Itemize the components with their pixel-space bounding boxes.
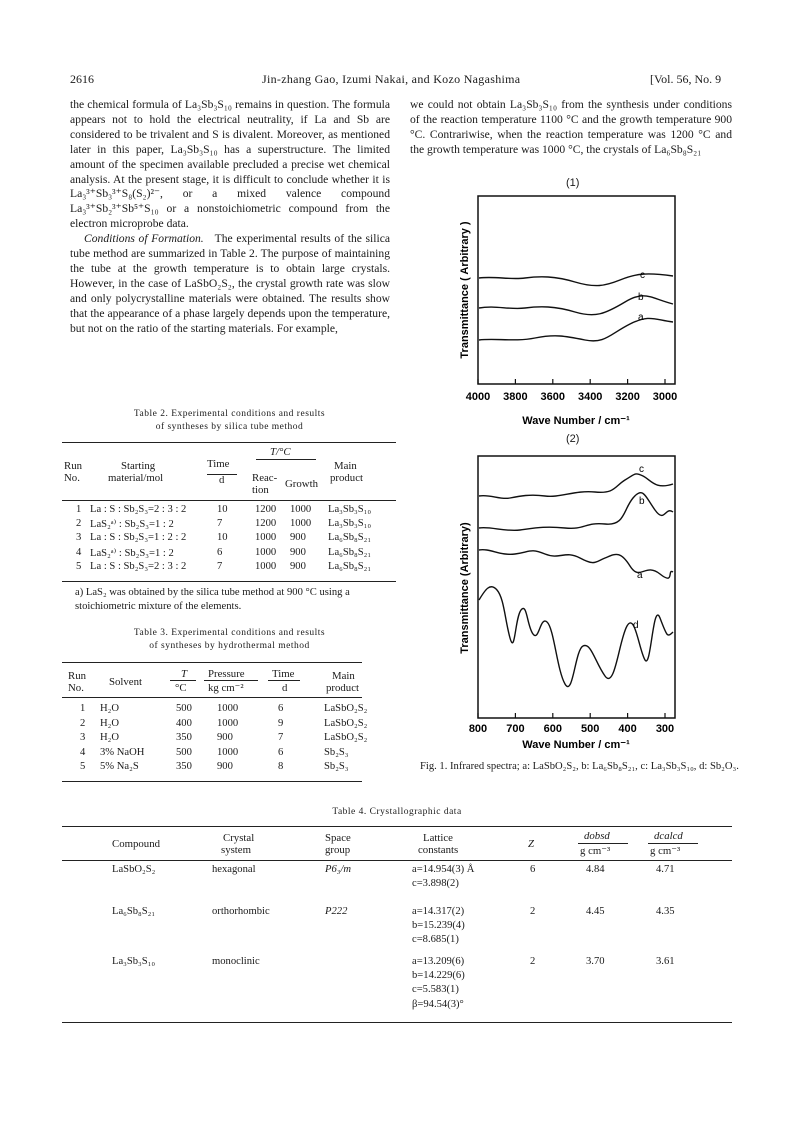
table2-cell-reaction: 1200 — [255, 518, 277, 530]
table2-cell-product: La₃Sb₃S₁₀ — [328, 504, 372, 515]
table2-cell-start: La : S : Sb₂S₃=1 : 2 : 2 — [90, 532, 187, 544]
table2-cell-reaction: 1000 — [255, 560, 277, 572]
table2-h-growth: Growth — [285, 478, 318, 490]
table2-cell-time: 7 — [217, 518, 223, 530]
table4-cell-dcalcd: 3.61 — [656, 956, 675, 967]
table2-footnote: a) LaS₂ was obtained by the silica tube method at 900 °C using a stoichiometric mixture of the elements. — [75, 587, 350, 612]
table2-cell-run: 1 — [76, 504, 82, 515]
ir-spectrum-panel2 — [455, 450, 685, 755]
table4-cell-compound: La₆Sb₈S₂₁ — [112, 906, 156, 917]
table2-cell-reaction: 1000 — [255, 546, 277, 558]
fig1-caption: Fig. 1. Infrared spectra; a: LaSbO₂S₂, b: La₆Sb₈S₂₁, c: La₃Sb₃S₁₀, d: Sb₂O₃. — [420, 761, 739, 772]
table3-cell-time: 6 — [278, 746, 284, 758]
table4-h-dobsd: dobsd — [584, 830, 610, 842]
table2-cell-time: 10 — [217, 532, 228, 544]
panel2-curve-label: a — [637, 570, 643, 581]
table4-cell-lattice-constant: c=5.583(1) — [412, 984, 459, 996]
panel1-curve-label: c — [640, 270, 645, 281]
table2-h-react1: Reac- — [252, 472, 278, 484]
table3-cell-solvent: H₂O — [100, 703, 119, 714]
table3-h-solvent: Solvent — [109, 676, 142, 688]
running-head-authors: Jin-zhang Gao, Izumi Nakai, and Kozo Nagashima — [262, 72, 521, 86]
table3-cell-pressure: 1000 — [217, 703, 239, 714]
panel2-xlabel: Wave Number / cm⁻¹ — [522, 739, 630, 751]
panel1-spectrum-a — [479, 318, 673, 341]
panel1-tick-label: 3200 — [615, 391, 640, 403]
table3-cell-temp: 500 — [176, 746, 192, 758]
panel2-spectrum-a — [479, 550, 673, 579]
panel2-tick-label: 400 — [618, 723, 637, 735]
table2-cell-run: 4 — [76, 546, 82, 558]
table2-cell-growth: 900 — [290, 560, 306, 572]
table2-cell-start: LaS₂ᵃ⁾ : Sb₂S₃=1 : 2 — [90, 519, 174, 531]
right-column-text — [410, 98, 732, 158]
table4-h-sg1: Space — [325, 832, 351, 844]
table4-cell-crystal-system: monoclinic — [212, 956, 260, 967]
table3-cell-time: 6 — [278, 703, 284, 714]
table2-cell-time: 6 — [217, 546, 223, 558]
panel1-ylabel: Transmittance ( Arbitrary ) — [459, 221, 471, 359]
table3-cell-pressure: 900 — [217, 761, 233, 773]
fig1-panel2-label: (2) — [566, 433, 580, 445]
table4-h-sg2: group — [325, 844, 351, 856]
table3-cell-temp: 350 — [176, 761, 192, 773]
panel2-spectrum-d — [479, 587, 673, 687]
table3-cell-product: Sb₂S₃ — [324, 761, 349, 773]
table4-cell-z: 6 — [530, 864, 536, 875]
table4-cell-z: 2 — [530, 956, 536, 967]
table4-h-z: Z — [528, 838, 535, 850]
panel2-ylabel: Transmittance (Arbitrary) — [459, 522, 471, 654]
table3-h-run: Run — [68, 670, 86, 682]
table2-h-run: Run — [64, 460, 82, 472]
panel2-curve-label: c — [639, 464, 644, 475]
panel2-curve-label: b — [639, 496, 645, 507]
table3-cell-product: LaSbO₂S₂ — [324, 717, 368, 729]
table2-cell-time: 7 — [217, 560, 223, 572]
table4-cell-crystal-system: orthorhombic — [212, 906, 270, 917]
panel2-curve-label: d — [633, 620, 639, 631]
ir-spectrum-panel1 — [455, 190, 685, 430]
table4-h-lc2: constants — [418, 844, 459, 856]
table2-cell-growth: 900 — [290, 532, 306, 544]
table4-cell-dcalcd: 4.35 — [656, 906, 675, 917]
table4-cell-lattice-constant: b=14.229(6) — [412, 970, 465, 982]
table2-h-react2: tion — [252, 484, 269, 496]
running-head-volume: [Vol. 56, No. 9 — [650, 72, 722, 86]
panel2-tick-label: 300 — [655, 723, 675, 735]
table2-cell-growth: 900 — [290, 546, 306, 558]
table2-caption-line1: Table 2. Experimental conditions and results — [133, 409, 326, 419]
table4-h-unit2: g cm⁻³ — [650, 845, 681, 857]
table4-h-dcalcd: dcalcd — [654, 830, 683, 842]
table4-cell-lattice-constant: β=94.54(3)° — [412, 998, 464, 1010]
table4-cell-dobsd: 4.84 — [586, 864, 605, 875]
panel1-frame — [478, 196, 675, 384]
table4-cell-space-group: P222 — [325, 906, 348, 917]
table3-h-main2: product — [326, 682, 359, 694]
table3-cell-solvent: 5% Na₂S — [100, 761, 139, 773]
table2-cell-time: 10 — [217, 504, 228, 515]
table3-cell-time: 8 — [278, 761, 284, 773]
table3-cell-run: 4 — [80, 746, 86, 758]
paragraph-formula: the chemical formula of La₃Sb₃S₁₀ remains in question. The formula appears not to hold the electrical neutrality, if La and Sb are considered to be trivalent and S is divalent. Moreover, as mentioned later in this paper, La₃Sb₃S₁₀ has a superstructure. The limited amount of the specimen available precluded a precise wet chemical analysis. At the present stage, it is difficult to conclude whether it is La₃³⁺Sb₃³⁺S₈(S₂)²⁻, or a mixed valence compound La₃³⁺Sb₂³⁺Sb⁵⁺S₁₀ or a nonstoichiometric compound from the electron microprobe data. — [70, 98, 390, 231]
table2-h-main1: Main — [334, 460, 357, 472]
table3-h-no: No. — [68, 682, 84, 694]
table2-cell-start: La : S : Sb₂S₃=2 : 3 : 2 — [90, 504, 187, 515]
table4-caption-text: Table 4. Crystallographic data — [332, 807, 462, 817]
panel1-spectrum-b — [479, 296, 673, 315]
table2-h-start2: material/mol — [108, 472, 164, 484]
table4-caption — [62, 806, 732, 819]
table2-cell-reaction: 1000 — [255, 532, 277, 544]
table3-cell-product: LaSbO₂S₂ — [324, 732, 368, 744]
table4-cell-lattice-constant: a=14.954(3) Å — [412, 864, 475, 875]
panel2-tick-label: 800 — [468, 723, 488, 735]
table3-cell-run: 5 — [80, 761, 86, 773]
table2-cell-run: 3 — [76, 532, 82, 544]
table4-h-compound: Compound — [112, 838, 160, 850]
table3-cell-product: LaSbO₂S₂ — [324, 703, 368, 714]
table3-h-t-unit: °C — [175, 682, 187, 694]
table3-caption — [62, 627, 397, 653]
table3-cell-pressure: 1000 — [217, 746, 239, 758]
table3-cell-time: 9 — [278, 717, 284, 729]
table3-cell-run: 1 — [80, 703, 86, 714]
table2-h-no: No. — [64, 472, 80, 484]
table4-cell-lattice-constant: a=13.209(6) — [412, 956, 465, 967]
table3-h-main1: Main — [332, 670, 355, 682]
table3-cell-time: 7 — [278, 732, 284, 744]
panel2-tick-label: 600 — [543, 723, 562, 735]
table3-cell-solvent: H₂O — [100, 717, 119, 729]
table3-cell-product: Sb₂S₃ — [324, 746, 349, 758]
table3-caption-line2: of syntheses by hydrothermal method — [149, 641, 310, 651]
table4-cell-z: 2 — [530, 906, 536, 917]
table3-h-t: T — [181, 668, 188, 680]
table2-cell-start: LaS₂ᵃ⁾ : Sb₂S₃=1 : 2 — [90, 547, 174, 559]
left-column-text — [70, 98, 390, 337]
table2-cell-growth: 1000 — [290, 504, 312, 515]
table4-cell-dobsd: 4.45 — [586, 906, 605, 917]
panel1-tick-label: 4000 — [465, 391, 491, 403]
table4-cell-lattice-constant: c=8.685(1) — [412, 934, 459, 946]
panel1-tick-label: 3000 — [652, 391, 678, 403]
table3-h-time-unit: d — [282, 682, 288, 694]
table4-cell-space-group: P6₃/m — [325, 864, 352, 875]
table2-caption — [62, 408, 397, 434]
table2-cell-run: 2 — [76, 518, 82, 530]
table4-h-lc1: Lattice — [423, 832, 453, 844]
table2-cell-start: La : S : Sb₂S₃=2 : 3 : 2 — [90, 560, 187, 572]
table3-cell-temp: 350 — [176, 732, 192, 744]
panel1-xlabel: Wave Number / cm⁻¹ — [522, 415, 630, 427]
panel1-tick-label: 3400 — [577, 391, 603, 403]
paragraph-formation-body: The experimental results of the silica tube method are summarized in Table 2. The purpose of maintaining the tube at the growth temperature is to obtain large crystals. However, in the case of LaSbO₂S₂, the crystal growth rate was slow and only polycrystalline materials were obtained. The results show that the appearance of a phase largely depends upon the temperature, but not on the ratio of the starting materials. For example, — [70, 232, 390, 335]
table3-caption-line1: Table 3. Experimental conditions and results — [133, 628, 326, 638]
table2-h-time: Time — [207, 458, 230, 470]
table4-cell-dcalcd: 4.71 — [656, 864, 675, 875]
table2-cell-product: La₆Sb₈S₂₁ — [328, 560, 372, 572]
table2-cell-product: La₆Sb₈S₂₁ — [328, 546, 372, 558]
page-number: 2616 — [70, 72, 94, 86]
table3-h-p-unit: kg cm⁻² — [208, 682, 244, 694]
table2-h-start1: Starting — [121, 460, 156, 472]
table4-cell-lattice-constant: b=15.239(4) — [412, 920, 465, 932]
fig1-panel1-label: (1) — [566, 177, 580, 189]
table2-cell-product: La₆Sb₈S₂₁ — [328, 532, 372, 544]
panel1-curve-label: b — [638, 292, 644, 303]
table3-cell-run: 2 — [80, 717, 86, 729]
table3-cell-temp: 500 — [176, 703, 192, 714]
panel1-tick-label: 3800 — [503, 391, 528, 403]
table3-cell-pressure: 900 — [217, 732, 233, 744]
table2-cell-product: La₃Sb₃S₁₀ — [328, 518, 372, 530]
table3-cell-temp: 400 — [176, 717, 192, 729]
table2-cell-growth: 1000 — [290, 518, 312, 530]
table3-cell-solvent: H₂O — [100, 732, 119, 744]
table4-cell-dobsd: 3.70 — [586, 956, 605, 967]
table3-cell-solvent: 3% NaOH — [100, 746, 145, 758]
table2-h-temp: T/°C — [270, 446, 291, 458]
section-heading: Conditions of Formation. — [84, 232, 204, 246]
table2-cell-reaction: 1200 — [255, 504, 277, 515]
table4-cell-compound: La₃Sb₃S₁₀ — [112, 956, 156, 967]
paragraph-continued: we could not obtain La₃Sb₃S₁₀ from the synthesis under conditions of the reaction temperature 1100 °C and the growth temperature 900 °C. Contrariwise, when the reaction temperature was 1200 °C and the growth temperature was 1000 °C, the crystals of La₆Sb₈S₂₁ — [410, 98, 732, 156]
table3-cell-run: 3 — [80, 732, 86, 744]
table4-cell-compound: LaSbO₂S₂ — [112, 864, 156, 875]
table4-cell-crystal-system: hexagonal — [212, 864, 256, 875]
table4-h-unit1: g cm⁻³ — [580, 845, 611, 857]
paragraph-formation — [70, 232, 390, 336]
table3-h-p: Pressure — [208, 668, 245, 680]
panel2-tick-label: 700 — [506, 723, 525, 735]
table2-caption-line2: of syntheses by silica tube method — [155, 422, 304, 432]
panel2-tick-label: 500 — [581, 723, 600, 735]
table4-cell-lattice-constant: a=14.317(2) — [412, 906, 465, 917]
table4-cell-lattice-constant: c=3.898(2) — [412, 878, 459, 890]
panel1-tick-label: 3600 — [540, 391, 566, 403]
table3-h-time: Time — [272, 668, 295, 680]
panel1-curve-label: a — [638, 312, 644, 323]
table4-h-cs1: Crystal — [223, 832, 255, 844]
table2-cell-run: 5 — [76, 560, 82, 572]
table3-cell-pressure: 1000 — [217, 717, 239, 729]
table2-h-time-unit: d — [219, 474, 225, 486]
table4-h-cs2: system — [221, 844, 251, 856]
table2-h-main2: product — [330, 472, 363, 484]
